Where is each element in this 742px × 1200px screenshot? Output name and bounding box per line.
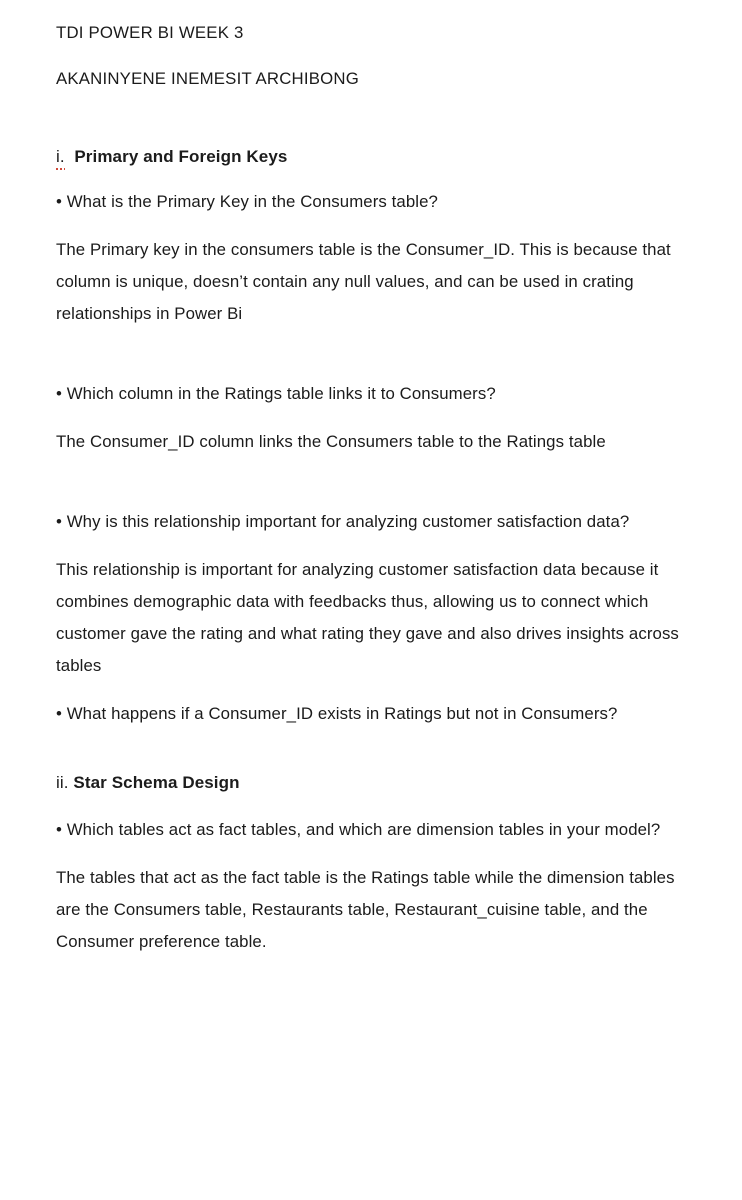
question-1-1: • What is the Primary Key in the Consumers table? xyxy=(56,192,438,211)
spacer xyxy=(56,682,686,698)
question-1-2: • Which column in the Ratings table links it to Consumers? xyxy=(56,384,496,403)
spacer xyxy=(56,330,686,378)
answer-1-2: The Consumer_ID column links the Consumers table to the Ratings table xyxy=(56,432,606,451)
document-title: TDI POWER BI WEEK 3 xyxy=(56,23,244,42)
spacer xyxy=(56,846,686,862)
question-1-4: • What happens if a Consumer_ID exists in Ratings but not in Consumers? xyxy=(56,704,618,723)
spacer xyxy=(56,730,686,768)
spacer xyxy=(56,94,686,142)
spacer xyxy=(56,538,686,554)
document-author: AKANINYENE INEMESIT ARCHIBONG xyxy=(56,69,359,88)
spacer xyxy=(56,218,686,234)
section-title-1: Primary and Foreign Keys xyxy=(74,147,288,166)
section-heading-1 xyxy=(56,142,686,172)
question-1-3: • Why is this relationship important for analyzing customer satisfaction data? xyxy=(56,512,630,531)
section-title-2: Star Schema Design xyxy=(73,773,240,792)
section-number-2: ii. xyxy=(56,773,69,792)
answer-2-1: The tables that act as the fact table is the Ratings table while the dimension tables are the Consumers table, Restaurants table, Restaurant_cuisine table, and the Consumer preference table. xyxy=(56,868,680,951)
section-number-1: i. xyxy=(56,142,65,172)
spacer xyxy=(56,172,686,186)
spacer xyxy=(56,458,686,506)
question-2-1: • Which tables act as fact tables, and which are dimension tables in your model? xyxy=(56,820,661,839)
spacer xyxy=(56,798,686,814)
section-heading-2 xyxy=(56,768,686,798)
spacer xyxy=(56,410,686,426)
answer-1-1: The Primary key in the consumers table is the Consumer_ID. This is because that column is unique, doesn’t contain any null values, and can be used in crating relationships in Power Bi xyxy=(56,240,676,323)
document-body xyxy=(56,18,686,958)
answer-1-3: This relationship is important for analyzing customer satisfaction data because it combines demographic data with feedbacks thus, allowing us to connect which customer gave the rating and what rating they gave and also drives insights across tables xyxy=(56,560,684,675)
